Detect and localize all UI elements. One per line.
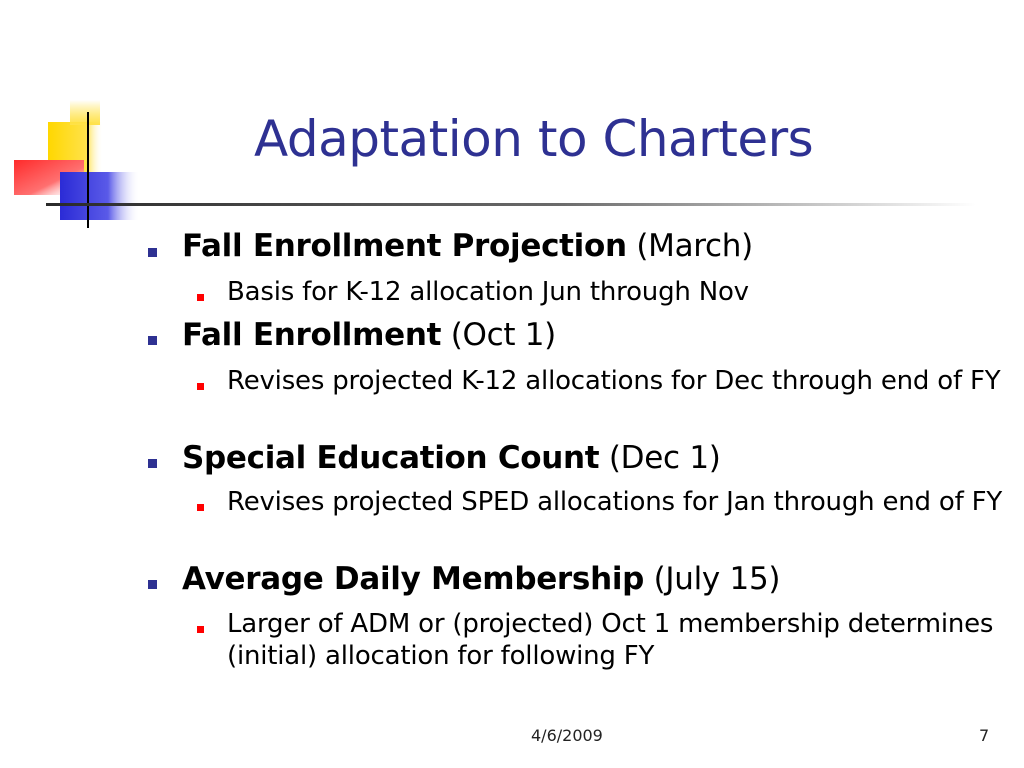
bullet-normal-text: (Dec 1) xyxy=(608,440,721,476)
bullet-level2: Basis for K-12 allocation Jun through Nov xyxy=(227,277,749,307)
bullet-marker-level1 xyxy=(148,459,157,468)
bullet-level1 xyxy=(182,561,780,597)
footer-date: 4/6/2009 xyxy=(531,726,603,745)
bullet-bold-text: Fall Enrollment Projection xyxy=(182,228,627,264)
bullet-level2: Revises projected K-12 allocations for Dec through end of FY xyxy=(227,366,1001,396)
bullet-marker-level2 xyxy=(197,626,204,633)
bullet-marker-level2 xyxy=(197,383,204,390)
bullet-marker-level2 xyxy=(197,504,204,511)
footer-page-number: 7 xyxy=(979,726,990,745)
bullet-marker-level2 xyxy=(197,294,204,301)
bullet-marker-level1 xyxy=(148,248,157,257)
bullet-level1 xyxy=(182,317,556,353)
bullet-level1 xyxy=(182,228,753,264)
slide-title: Adaptation to Charters xyxy=(254,110,814,168)
bullet-normal-text: (July 15) xyxy=(653,561,781,597)
bullet-level1 xyxy=(182,440,721,476)
bullet-level2: Larger of ADM or (projected) Oct 1 membership determines (initial) allocation for following FY xyxy=(227,609,994,671)
bullet-bold-text: Special Education Count xyxy=(182,440,600,476)
bullet-level2: Revises projected SPED allocations for Jan through end of FY xyxy=(227,487,1003,517)
bullet-marker-level1 xyxy=(148,336,157,345)
bullet-normal-text: (Oct 1) xyxy=(450,317,556,353)
bullet-bold-text: Fall Enrollment xyxy=(182,317,442,353)
bullet-normal-text: (March) xyxy=(636,228,753,264)
bullet-marker-level1 xyxy=(148,580,157,589)
bullet-bold-text: Average Daily Membership xyxy=(182,561,645,597)
